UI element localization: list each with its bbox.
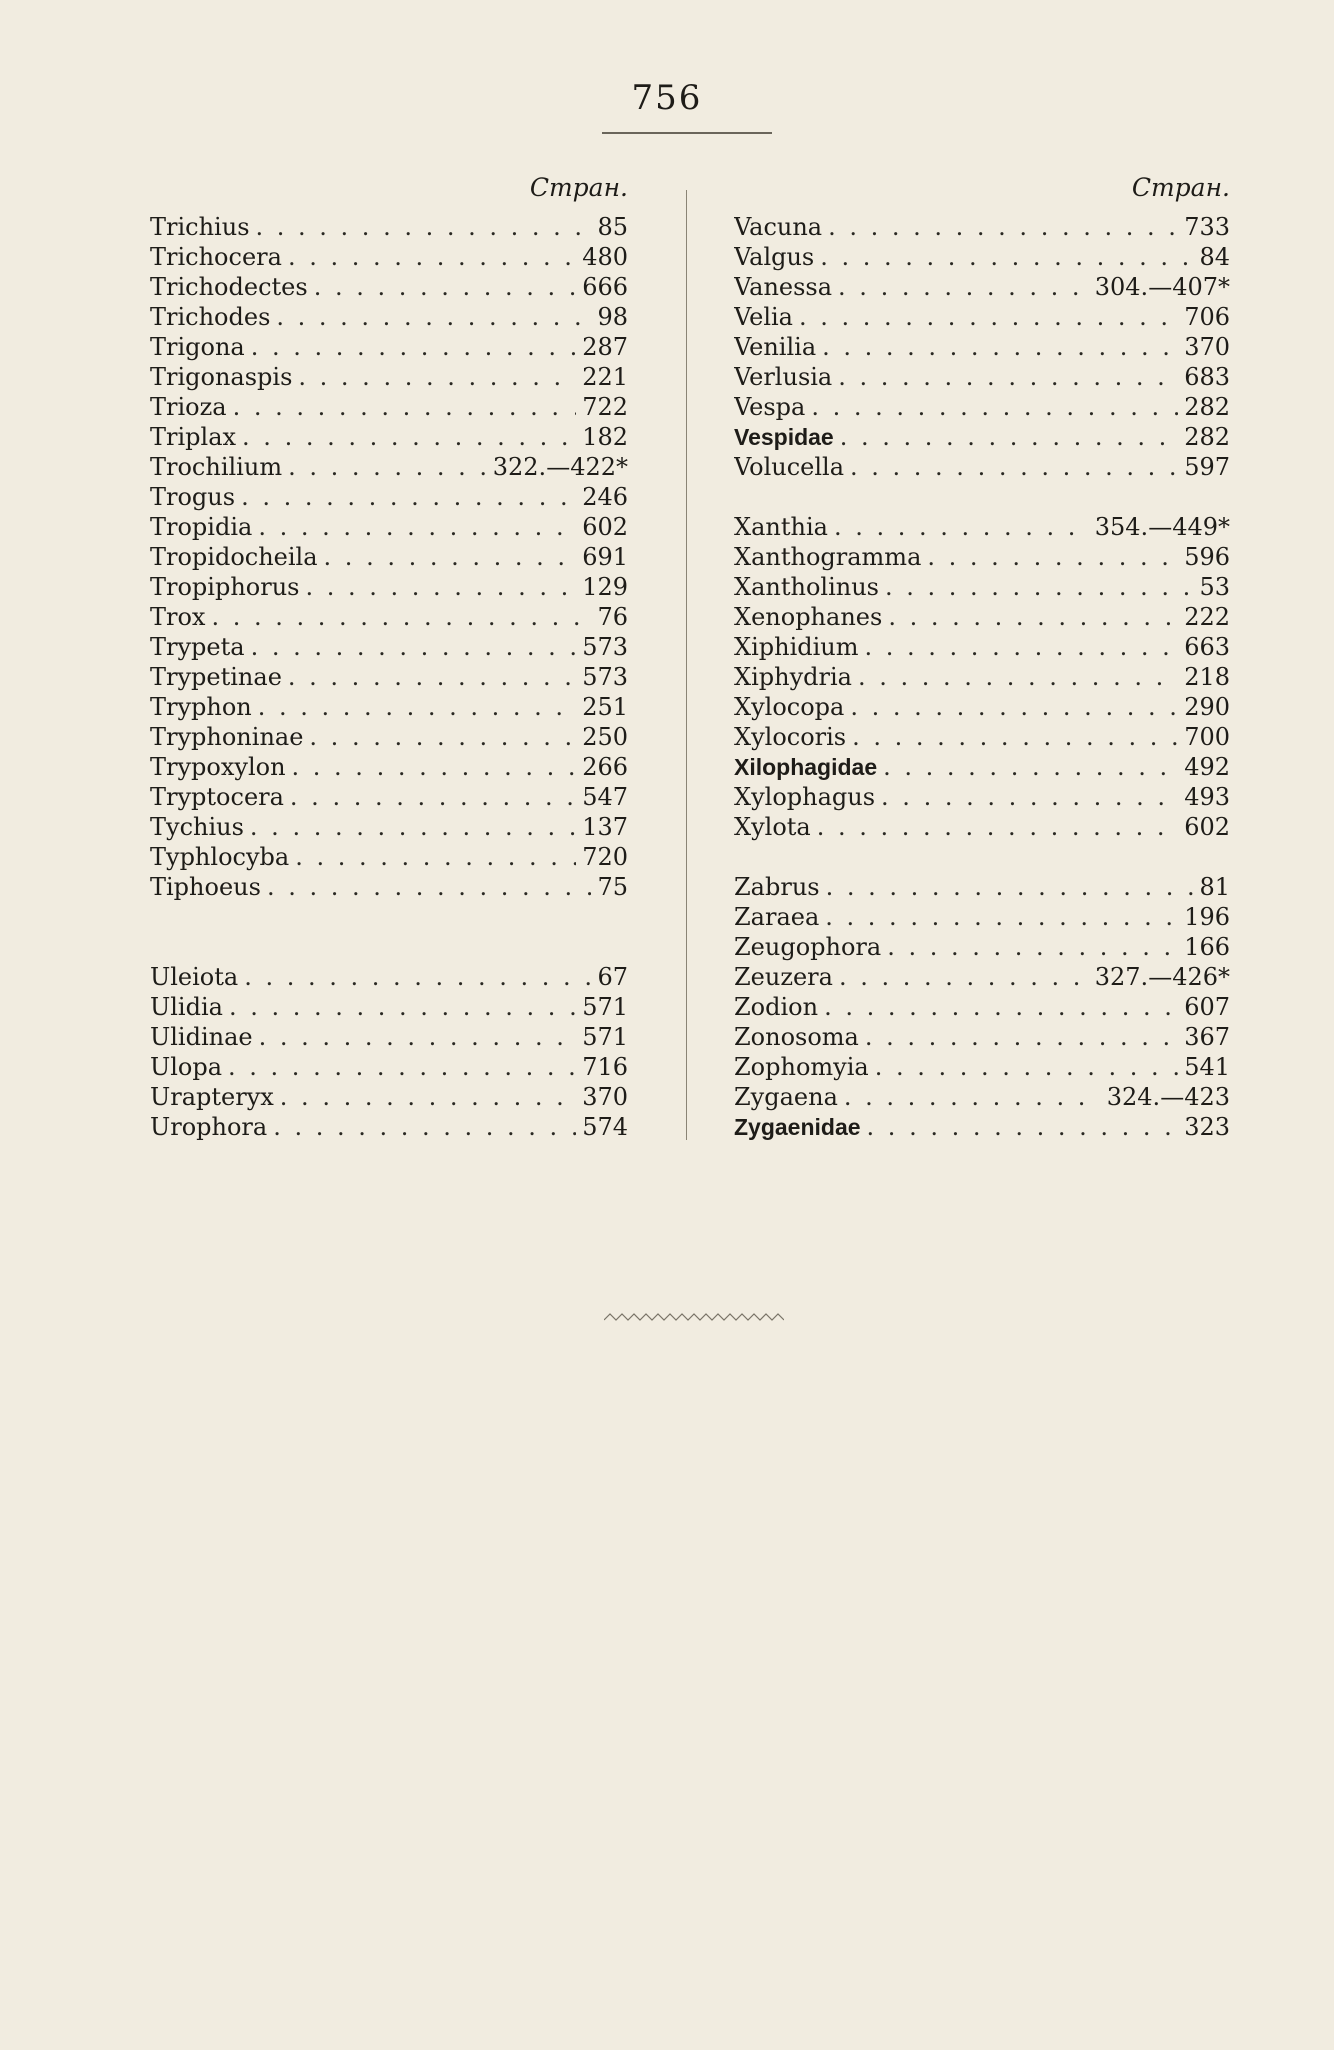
- dot-leader: [251, 632, 577, 662]
- entry-name: Xylocopa: [734, 693, 845, 721]
- index-entry: [734, 272, 1230, 302]
- entry-name: Vanessa: [734, 273, 833, 301]
- dot-leader: [228, 1052, 576, 1082]
- index-entry: [734, 692, 1230, 722]
- index-group: [150, 212, 628, 902]
- entry-name: Trypetinae: [150, 663, 282, 691]
- index-entry: [734, 1082, 1230, 1112]
- entry-name: Xylocoris: [734, 723, 847, 751]
- dot-leader: [852, 722, 1178, 752]
- dot-leader: [811, 392, 1178, 422]
- dot-leader: [242, 422, 576, 452]
- dot-leader: [822, 332, 1178, 362]
- index-group: [734, 512, 1230, 842]
- index-entry: [734, 812, 1230, 842]
- index-entry: [150, 722, 628, 752]
- entry-name: Verlusia: [734, 363, 833, 391]
- page-number-rule: [602, 132, 772, 134]
- entry-name: Ulopa: [150, 1053, 223, 1081]
- dot-leader: [875, 1052, 1178, 1082]
- entry-name: Trypeta: [150, 633, 245, 661]
- entry-page-ref: 700: [1184, 723, 1230, 751]
- entry-page-ref: 250: [582, 723, 628, 751]
- column-divider: [686, 190, 687, 1140]
- index-entry: [150, 962, 628, 992]
- entry-page-ref: 287: [582, 333, 628, 361]
- end-ornament: [604, 1310, 784, 1322]
- column-header-right: Стран.: [1131, 173, 1230, 202]
- dot-leader: [288, 662, 576, 692]
- entry-name: Ulidinae: [150, 1023, 253, 1051]
- entry-name: Tychius: [150, 813, 244, 841]
- dot-leader: [885, 572, 1193, 602]
- entry-name: Volucella: [734, 453, 845, 481]
- entry-name: Trigonaspis: [150, 363, 293, 391]
- entry-name: Zaraea: [734, 903, 820, 931]
- dot-leader: [258, 692, 576, 722]
- entry-page-ref: 602: [582, 513, 628, 541]
- entry-name: Zeuzera: [734, 963, 833, 991]
- dot-leader: [324, 542, 577, 572]
- entry-name: Tiphoeus: [150, 873, 261, 901]
- dot-leader: [290, 782, 576, 812]
- entry-page-ref: 282: [1184, 393, 1230, 421]
- index-entry: [734, 872, 1230, 902]
- dot-leader: [887, 932, 1178, 962]
- entry-page-ref: 354.—449*: [1094, 513, 1230, 541]
- dot-leader: [865, 1022, 1178, 1052]
- entry-name: Trigona: [150, 333, 245, 361]
- dot-leader: [211, 602, 591, 632]
- index-entry: [734, 572, 1230, 602]
- index-entry: [734, 422, 1230, 452]
- entry-name: Trochilium: [150, 453, 283, 481]
- index-group: [734, 212, 1230, 482]
- index-entry: [734, 392, 1230, 422]
- index-entry: [734, 962, 1230, 992]
- dot-leader: [288, 452, 487, 482]
- dot-leader: [825, 902, 1178, 932]
- dot-leader: [865, 632, 1179, 662]
- dot-leader: [273, 1112, 576, 1142]
- entry-name: Trypoxylon: [150, 753, 286, 781]
- dot-leader: [838, 272, 1089, 302]
- entry-page-ref: 67: [597, 963, 628, 991]
- entry-page-ref: 324.—423: [1106, 1083, 1230, 1111]
- entry-page-ref: 327.—426*: [1094, 963, 1230, 991]
- entry-name: Venilia: [734, 333, 817, 361]
- entry-page-ref: 492: [1184, 753, 1230, 781]
- entry-page-ref: 574: [582, 1113, 628, 1141]
- index-column-left: [150, 168, 628, 1142]
- entry-name: Tryphon: [150, 693, 252, 721]
- entry-name: Vacuna: [734, 213, 823, 241]
- entry-name: Vespidae: [734, 424, 834, 450]
- dot-leader: [839, 962, 1089, 992]
- entry-name: Xilophagidae: [734, 754, 878, 780]
- dot-leader: [858, 662, 1178, 692]
- index-entry: [734, 452, 1230, 482]
- entry-name: Urapteryx: [150, 1083, 274, 1111]
- index-entry: [150, 812, 628, 842]
- entry-page-ref: 541: [1184, 1053, 1230, 1081]
- entry-name: Tryphoninae: [150, 723, 304, 751]
- index-entry: [734, 1112, 1230, 1142]
- index-entry: [150, 752, 628, 782]
- entry-name: Zygaena: [734, 1083, 838, 1111]
- entry-page-ref: 222: [1184, 603, 1230, 631]
- dot-leader: [834, 512, 1089, 542]
- dot-leader: [276, 302, 591, 332]
- entry-page-ref: 53: [1199, 573, 1230, 601]
- dot-leader: [838, 362, 1178, 392]
- entry-page-ref: 322.—422*: [492, 453, 628, 481]
- entry-page-ref: 722: [582, 393, 628, 421]
- entry-name: Triplax: [150, 423, 237, 451]
- entry-page-ref: 480: [582, 243, 628, 271]
- entry-name: Zodion: [734, 993, 819, 1021]
- index-entry: [734, 332, 1230, 362]
- entry-name: Trichodes: [150, 303, 271, 331]
- entry-name: Xanthia: [734, 513, 828, 541]
- dot-leader: [883, 752, 1178, 782]
- entry-page-ref: 81: [1199, 873, 1230, 901]
- index-entry: [734, 632, 1230, 662]
- entry-page-ref: 547: [582, 783, 628, 811]
- group-spacer: [734, 482, 1230, 512]
- index-entry: [734, 362, 1230, 392]
- dot-leader: [259, 1022, 577, 1052]
- entry-name: Typhlocyba: [150, 843, 290, 871]
- entry-page-ref: 166: [1184, 933, 1230, 961]
- entry-page-ref: 683: [1184, 363, 1230, 391]
- entry-name: Zygaenidae: [734, 1114, 861, 1140]
- index-entry: [150, 332, 628, 362]
- index-entry: [150, 572, 628, 602]
- entry-page-ref: 602: [1184, 813, 1230, 841]
- entry-name: Xenophanes: [734, 603, 883, 631]
- dot-leader: [258, 512, 576, 542]
- index-group-container: [734, 212, 1230, 1142]
- index-entry: [734, 992, 1230, 1022]
- entry-name: Zophomyia: [734, 1053, 869, 1081]
- entry-name: Tropidia: [150, 513, 253, 541]
- entry-name: Trioza: [150, 393, 227, 421]
- entry-name: Uleiota: [150, 963, 239, 991]
- entry-name: Zabrus: [734, 873, 820, 901]
- entry-page-ref: 367: [1184, 1023, 1230, 1051]
- index-entry: [150, 422, 628, 452]
- index-entry: [150, 362, 628, 392]
- index-entry: [150, 872, 628, 902]
- entry-name: Ulidia: [150, 993, 223, 1021]
- index-group: [150, 962, 628, 1142]
- entry-name: Trichocera: [150, 243, 282, 271]
- group-spacer: [734, 842, 1230, 872]
- entry-page-ref: 84: [1199, 243, 1230, 271]
- dot-leader: [927, 542, 1178, 572]
- entry-page-ref: 716: [582, 1053, 628, 1081]
- dot-leader: [867, 1112, 1179, 1142]
- entry-page-ref: 304.—407*: [1094, 273, 1230, 301]
- column-header-left: Стран.: [529, 173, 628, 202]
- index-entry: [150, 1112, 628, 1142]
- index-entry: [150, 602, 628, 632]
- entry-name: Trogus: [150, 483, 236, 511]
- index-entry: [150, 272, 628, 302]
- index-entry: [150, 392, 628, 422]
- dot-leader: [267, 872, 592, 902]
- entry-page-ref: 282: [1184, 423, 1230, 451]
- entry-name: Tropidocheila: [150, 543, 318, 571]
- entry-page-ref: 597: [1184, 453, 1230, 481]
- entry-page-ref: 720: [582, 843, 628, 871]
- index-entry: [150, 842, 628, 872]
- entry-page-ref: 607: [1184, 993, 1230, 1021]
- dot-leader: [850, 692, 1178, 722]
- dot-leader: [229, 992, 576, 1022]
- index-entry: [734, 752, 1230, 782]
- dot-leader: [881, 782, 1178, 812]
- dot-leader: [250, 812, 576, 842]
- dot-leader: [844, 1082, 1101, 1112]
- index-entry: [150, 1022, 628, 1052]
- dot-leader: [288, 242, 576, 272]
- entry-page-ref: 246: [582, 483, 628, 511]
- entry-page-ref: 691: [582, 543, 628, 571]
- entry-page-ref: 571: [582, 993, 628, 1021]
- entry-name: Trichodectes: [150, 273, 308, 301]
- entry-name: Xiphidium: [734, 633, 859, 661]
- entry-page-ref: 290: [1184, 693, 1230, 721]
- dot-leader: [826, 872, 1194, 902]
- entry-page-ref: 571: [582, 1023, 628, 1051]
- index-entry: [150, 632, 628, 662]
- index-entry: [150, 782, 628, 812]
- index-entry: [734, 902, 1230, 932]
- index-entry: [734, 602, 1230, 632]
- dot-leader: [888, 602, 1178, 632]
- entry-page-ref: 196: [1184, 903, 1230, 931]
- index-entry: [734, 242, 1230, 272]
- entry-page-ref: 573: [582, 663, 628, 691]
- dot-leader: [244, 962, 591, 992]
- index-entry: [150, 482, 628, 512]
- index-entry: [734, 512, 1230, 542]
- index-entry: [150, 302, 628, 332]
- dot-leader: [280, 1082, 576, 1112]
- entry-page-ref: 663: [1184, 633, 1230, 661]
- index-entry: [734, 722, 1230, 752]
- index-entry: [150, 662, 628, 692]
- dot-leader: [298, 362, 576, 392]
- entry-page-ref: 98: [597, 303, 628, 331]
- index-entry: [734, 212, 1230, 242]
- index-entry: [150, 992, 628, 1022]
- index-entry: [150, 512, 628, 542]
- entry-name: Tryptocera: [150, 783, 284, 811]
- dot-leader: [233, 392, 577, 422]
- index-group-container: [150, 212, 628, 1142]
- entry-name: Zonosoma: [734, 1023, 859, 1051]
- index-entry: [734, 662, 1230, 692]
- group-spacer: [150, 902, 628, 962]
- dot-leader: [817, 812, 1178, 842]
- index-entry: [150, 542, 628, 572]
- entry-page-ref: 85: [597, 213, 628, 241]
- entry-page-ref: 251: [582, 693, 628, 721]
- entry-name: Tropiphorus: [150, 573, 300, 601]
- index-group: [734, 872, 1230, 1142]
- dot-leader: [309, 722, 576, 752]
- entry-page-ref: 666: [582, 273, 628, 301]
- entry-page-ref: 493: [1184, 783, 1230, 811]
- entry-page-ref: 221: [582, 363, 628, 391]
- dot-leader: [241, 482, 576, 512]
- entry-name: Vespa: [734, 393, 806, 421]
- index-entry: [734, 782, 1230, 812]
- dot-leader: [256, 212, 592, 242]
- index-entry: [734, 1052, 1230, 1082]
- index-column-right: [734, 168, 1230, 1142]
- entry-name: Xantholinus: [734, 573, 879, 601]
- dot-leader: [820, 242, 1193, 272]
- index-entry: [150, 212, 628, 242]
- dot-leader: [314, 272, 577, 302]
- index-entry: [734, 542, 1230, 572]
- index-entry: [150, 1052, 628, 1082]
- index-entry: [150, 692, 628, 722]
- entry-page-ref: 733: [1184, 213, 1230, 241]
- entry-page-ref: 76: [597, 603, 628, 631]
- entry-name: Xanthogramma: [734, 543, 922, 571]
- entry-name: Valgus: [734, 243, 815, 271]
- entry-page-ref: 129: [582, 573, 628, 601]
- entry-page-ref: 370: [582, 1083, 628, 1111]
- entry-page-ref: 370: [1184, 333, 1230, 361]
- entry-page-ref: 706: [1184, 303, 1230, 331]
- entry-name: Velia: [734, 303, 793, 331]
- dot-leader: [295, 842, 576, 872]
- index-entry: [150, 452, 628, 482]
- index-entry: [734, 932, 1230, 962]
- entry-name: Xylophagus: [734, 783, 876, 811]
- entry-page-ref: 266: [582, 753, 628, 781]
- page-number: 756: [631, 78, 703, 118]
- dot-leader: [292, 752, 577, 782]
- entry-page-ref: 573: [582, 633, 628, 661]
- dot-leader: [305, 572, 576, 602]
- entry-page-ref: 218: [1184, 663, 1230, 691]
- dot-leader: [251, 332, 576, 362]
- entry-page-ref: 137: [582, 813, 628, 841]
- entry-name: Zeugophora: [734, 933, 882, 961]
- index-entry: [150, 1082, 628, 1112]
- entry-name: Xylota: [734, 813, 811, 841]
- dot-leader: [828, 212, 1178, 242]
- dot-leader: [850, 452, 1178, 482]
- dot-leader: [824, 992, 1178, 1022]
- index-entry: [734, 302, 1230, 332]
- entry-page-ref: 75: [597, 873, 628, 901]
- entry-name: Xiphydria: [734, 663, 852, 691]
- entry-name: Urophora: [150, 1113, 268, 1141]
- dot-leader: [840, 422, 1178, 452]
- index-entry: [734, 1022, 1230, 1052]
- entry-name: Trox: [150, 603, 206, 631]
- entry-page-ref: 182: [582, 423, 628, 451]
- entry-name: Trichius: [150, 213, 250, 241]
- entry-page-ref: 596: [1184, 543, 1230, 571]
- index-entry: [150, 242, 628, 272]
- entry-page-ref: 323: [1184, 1113, 1230, 1141]
- dot-leader: [799, 302, 1178, 332]
